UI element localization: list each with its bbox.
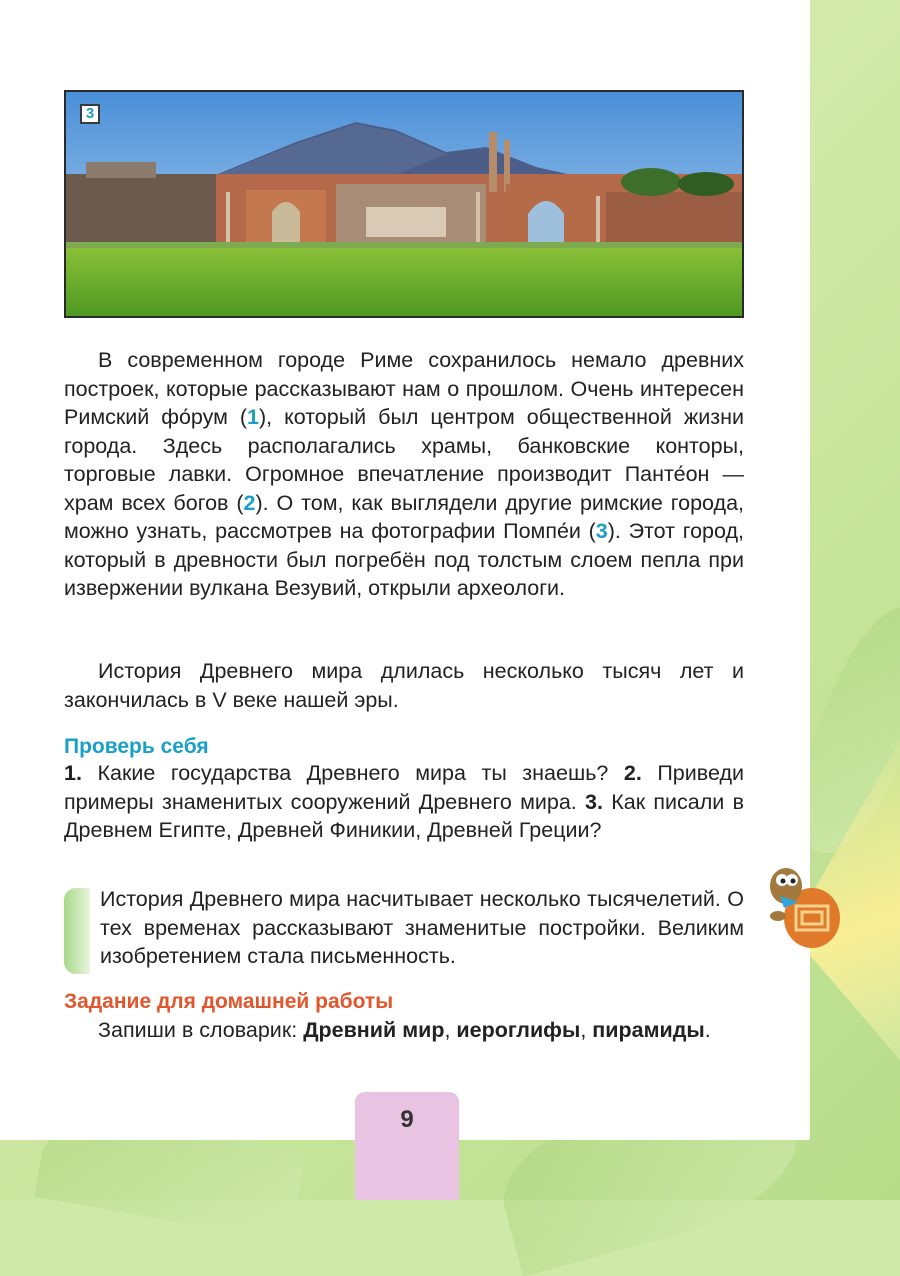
pompeii-illustration [66,92,742,316]
paragraph-history [64,657,744,714]
paragraph-rome [64,346,744,603]
separator: , [444,1018,457,1042]
text-segment: В современном городе Риме сохранилось немало древних построек, которые рассказывают нам о прошлом. Очень интересен Римский фо́рум ( [64,348,744,429]
question-number: 3. [585,789,603,814]
question-text: Какие государства Древнего мира ты знаешь? [81,761,624,785]
question-number: 1. [64,761,82,785]
terminator: . [704,1018,711,1042]
homework-heading: Задание для домашней работы [64,990,394,1013]
turtle-mascot-icon [760,856,844,956]
summary-box [64,885,744,977]
self-check-questions [64,759,744,845]
vocab-term: пирамиды [592,1018,705,1042]
summary-marker [64,888,90,974]
vocab-term: Древний мир [303,1018,445,1042]
figure-number-badge: 3 [80,104,100,124]
question-text: Приведи примеры знаменитых сооружений Древнего мира. [64,761,744,814]
summary-text: История Древнего мира насчитывает несколько тысячелетий. О тех временах рассказывают знаменитые постройки. Великим изобретением стала письменность. [100,887,744,968]
text-segment: ), который был центром общественной жизни города. Здесь располагались храмы, банковские конторы, торговые лавки. Огромное впечатление производит Панте́он — храм всех богов ( [64,405,744,515]
paragraph-rome-text [64,346,744,603]
vocab-term: иероглифы [456,1018,581,1042]
page-number: 9 [400,1106,414,1133]
homework-text [64,1016,744,1045]
figure-ref-3: 3 [595,519,608,543]
pompeii-photo [64,90,744,318]
text-segment: ). О том, как выглядели другие римские города, можно узнать, рассмотрев на фотографии Помпе́и ( [64,490,744,543]
text-segment: ). Этот город, который в древности был погребён под толстым слоем пепла при извержении вулкана Везувий, открыли археологи. [64,519,744,600]
paragraph-history-text: История Древнего мира длилась несколько тысяч лет и закончилась в V веке нашей эры. [64,659,744,712]
question-text: Как писали в Древнем Египте, Древней Финикии, Древней Греции? [64,789,744,842]
self-check-text [64,759,744,845]
figure-ref-2: 2 [243,490,256,515]
figure-ref-1: 1 [247,405,259,429]
question-number: 2. [623,761,642,785]
page-number-tab [355,1092,459,1200]
separator: , [580,1018,593,1042]
homework-prefix: Запиши в словарик: [98,1018,304,1042]
homework-body [64,1016,744,1045]
self-check-heading: Проверь себя [64,735,209,758]
